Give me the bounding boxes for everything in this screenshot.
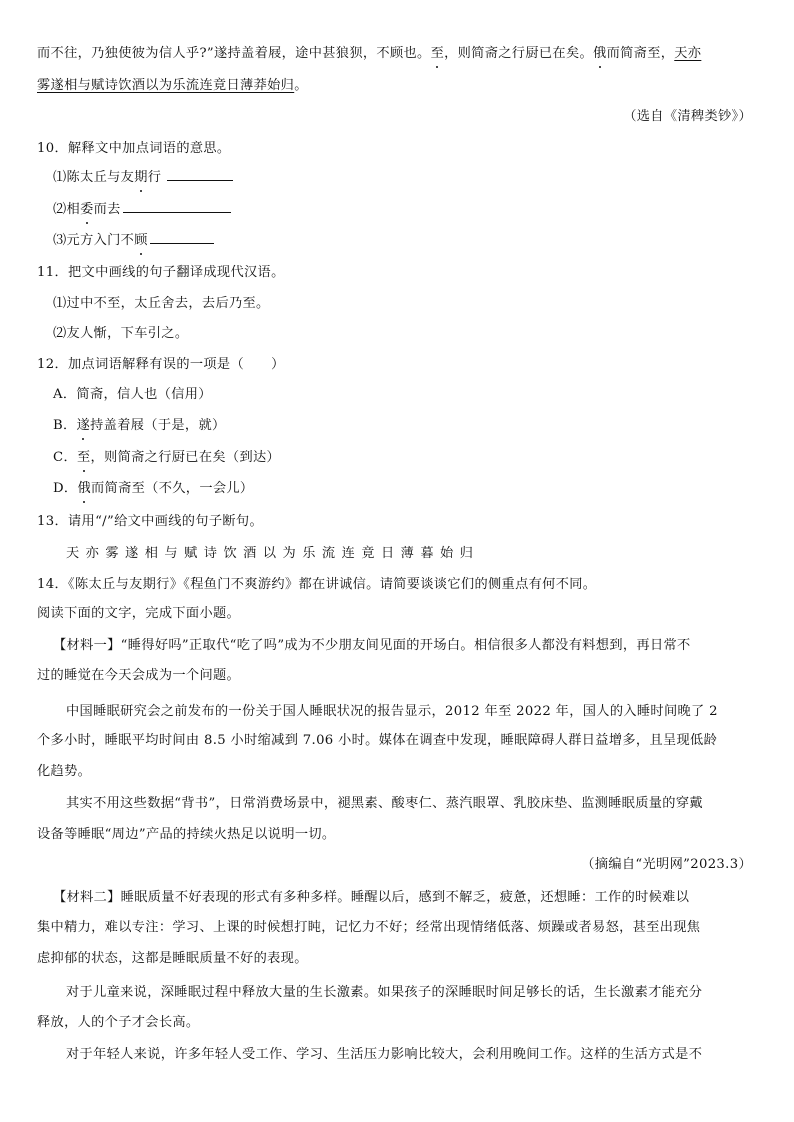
material-1-line: 化趋势。 [37, 764, 92, 779]
material-1-line: 【材料一】“睡得好吗”正取代“吃了吗”成为不少朋友间见面的开场白。相信很多人都没有料想到，再日常不 [53, 638, 691, 653]
answer-blank[interactable] [150, 230, 214, 244]
material-2-line: 【材料二】睡眠质量不好表现的形式有多种多样。睡醒以后，感到不解乏，疲惫，还想睡：工作的时候难以 [53, 890, 690, 905]
material-1-line: 其实不用这些数据“背书”，日常消费场景中，褪黑素、酸枣仁、蒸汽眼罩、乳胶床垫、监测睡眠质量的穿戴 [66, 796, 703, 811]
question-12-option-c[interactable]: C．至，则简斋之行厨已在矣（到达） [53, 450, 281, 465]
material-1-line: 中国睡眠研究会之前发布的一份关于国人睡眠状况的报告显示，2012 年至 2022 年，国人的入睡时间晚了 2 [66, 704, 718, 719]
material-1-line: 过的睡觉在今天会成为一个问题。 [37, 668, 241, 683]
dotted-word: 至 [76, 450, 91, 465]
question-12-stem: 12．加点词语解释有误的一项是（ ） [37, 357, 285, 372]
material-2-line: 集中精力，难以专注：学习、上课的时候想打盹，记忆力不好；经常出现情绪低落、烦躁或者易怒，甚至出现焦 [37, 920, 701, 935]
reading-intro: 阅读下面的文字，完成下面小题。 [37, 606, 241, 621]
passage-text: 而简斋至， [606, 46, 675, 61]
answer-blank[interactable] [167, 167, 233, 181]
dotted-word: 至 [430, 46, 445, 61]
dotted-word: 俄 [77, 481, 92, 496]
passage-line [37, 77, 308, 95]
dotted-word: 期 [134, 170, 148, 185]
question-12-option-a[interactable]: A．简斋，信人也（信用） [53, 387, 212, 402]
material-2-line: 虑抑郁的状态，这都是睡眠质量不好的表现。 [37, 951, 308, 966]
question-10-item: ⑴陈太丘与友期行 [53, 167, 233, 187]
underlined-sentence: 天亦 [674, 46, 702, 61]
material-1-source: （摘编自“光明网”2023.3） [581, 857, 752, 872]
question-13-sentence: 天亦雾遂相与赋诗饮酒以为乐流连竟日薄暮始归 [66, 546, 480, 561]
passage-line [37, 45, 701, 63]
question-10-item: ⑵相委而去 [53, 199, 231, 219]
question-12-option-d[interactable]: D．俄而简斋至（不久，一会儿） [53, 481, 254, 496]
question-13-stem: 13．请用“/”给文中画线的句子断句。 [37, 514, 263, 529]
question-11-item: ⑵友人惭，下车引之。 [53, 326, 189, 341]
material-2-line: 对于儿童来说，深睡眠过程中释放大量的生长激素。如果孩子的深睡眠时间足够长的话，生长激素才能充分 [66, 985, 703, 1000]
material-2-line: 释放，人的个子才会长高。 [37, 1015, 200, 1030]
dotted-word: 委 [80, 202, 94, 217]
passage-text: ，则简斋之行厨已在矣。 [444, 46, 594, 61]
material-1-line: 设备等睡眠“周边”产品的持续火热足以说明一切。 [37, 827, 336, 842]
material-2-line: 对于年轻人来说，许多年轻人受工作、学习、生活压力影响比较大，会利用晚间工作。这样的生活方式是不 [66, 1047, 703, 1062]
dotted-word: 俄 [593, 46, 607, 61]
passage-source: （选自《清稗类钞》） [623, 109, 752, 124]
question-11-item: ⑴过中不至，太丘舍去，去后乃至。 [53, 296, 270, 311]
question-14-stem: 14．《陈太丘与友期行》《程鱼门不爽游约》都在讲诚信。请简要谈谈它们的侧重点有何不同。 [37, 577, 597, 592]
underlined-sentence: 雾遂相与赋诗饮酒以为乐流连竟日薄莽始归 [37, 78, 295, 93]
passage-text: 而不往，乃独使彼为信人乎?”遂持盖着屐，途中甚狼狈，不顾也。 [37, 46, 431, 61]
question-10-stem: 10．解释文中加点词语的意思。 [37, 141, 231, 156]
question-12-option-b[interactable]: B．遂持盖着屐（于是，就） [53, 418, 226, 433]
passage-text: 。 [294, 78, 308, 93]
dotted-word: 遂 [76, 418, 91, 433]
material-1-line: 个多小时，睡眠平均时间由 8.5 小时缩减到 7.06 小时。媒体在调查中发现，睡眠障碍人群日益增多，且呈现低龄 [37, 733, 718, 748]
question-10-item: ⑶元方入门不顾 [53, 230, 214, 250]
answer-blank[interactable] [123, 199, 231, 213]
dotted-word: 顾 [134, 233, 148, 248]
question-11-stem: 11．把文中画线的句子翻译成现代汉语。 [37, 265, 285, 280]
